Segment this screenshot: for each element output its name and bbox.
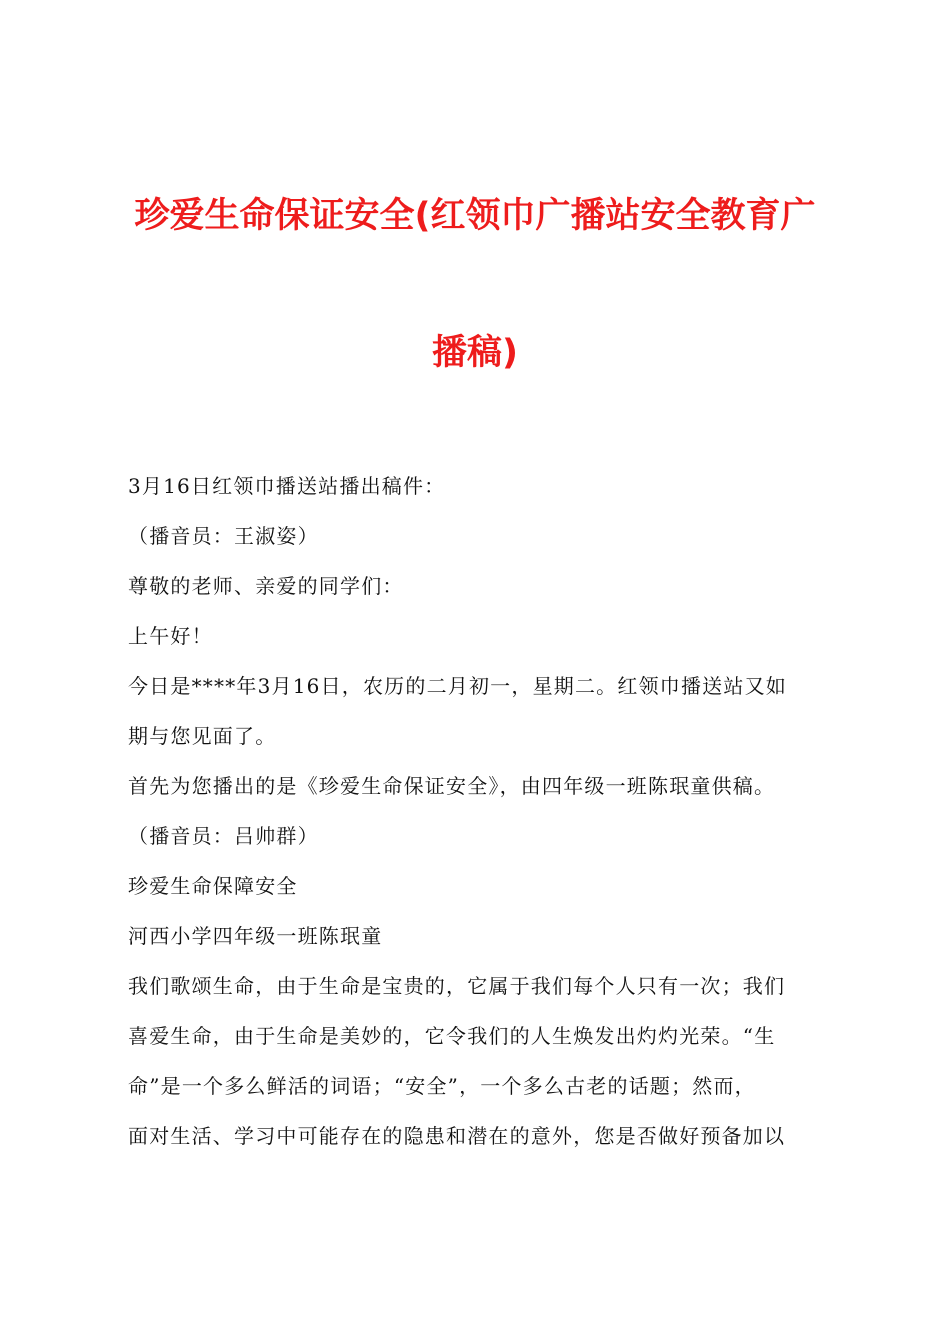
paragraph-line: 我们歌颂生命，由于生命是宝贵的，它属于我们每个人只有一次；我们 xyxy=(128,974,786,998)
document-title-line-2: 播稿) xyxy=(432,333,518,373)
article-author: 河西小学四年级一班陈珉童 xyxy=(128,924,383,948)
paragraph-line: 今日是****年3月16日，农历的二月初一，星期二。红领巾播送站又如 xyxy=(128,674,787,698)
greeting-good-morning: 上午好！ xyxy=(128,624,213,648)
paragraph-line: 命”是一个多么鲜活的词语；“安全”，一个多么古老的话题；然而， xyxy=(128,1074,756,1098)
paragraph-line: 期与您见面了。 xyxy=(128,724,277,748)
announcer-line-1: （播音员：王淑姿） xyxy=(128,524,319,548)
paragraph-line: 面对生活、学习中可能存在的隐患和潜在的意外，您是否做好预备加以 xyxy=(128,1124,786,1148)
paragraph-line: 喜爱生命，由于生命是美妙的，它令我们的人生焕发出灼灼光荣。“生 xyxy=(128,1024,776,1048)
paragraph-line: 首先为您播出的是《珍爱生命保证安全》，由四年级一班陈珉童供稿。 xyxy=(128,774,776,798)
announcer-line-2: （播音员：吕帅群） xyxy=(128,824,319,848)
greeting-salutation: 尊敬的老师、亲爱的同学们： xyxy=(128,574,404,598)
article-title: 珍爱生命保障安全 xyxy=(128,874,298,898)
document-title-line-1: 珍爱生命保证安全(红领巾广播站安全教育广 xyxy=(134,196,816,236)
broadcast-date-line: 3月16日红领巾播送站播出稿件： xyxy=(128,474,446,498)
